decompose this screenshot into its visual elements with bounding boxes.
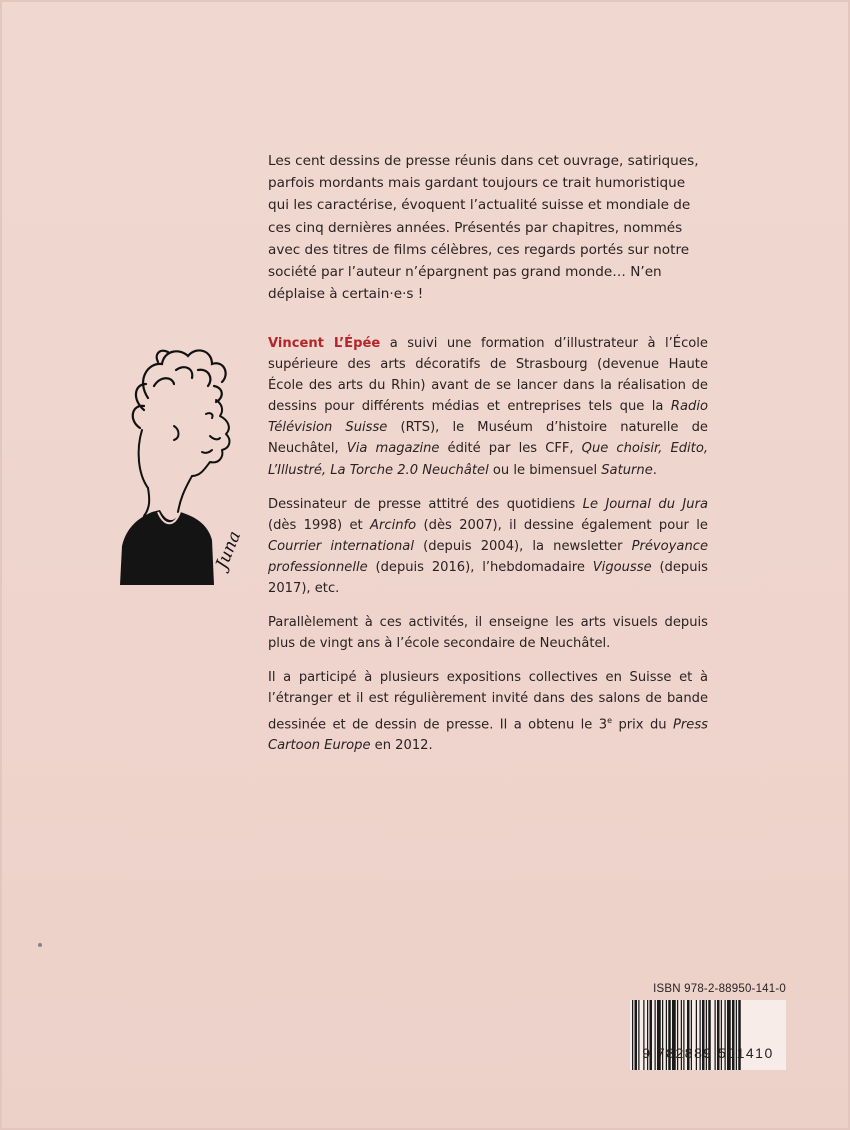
book-blurb: Les cent dessins de presse réunis dans cet ouvrage, satiriques, parfois mordants mais gardant toujours ce trait humoristique qui les caractérise, évoquent l’actualité suisse et mondiale de ces cinq dernières années. Présentés par chapitres, nommés avec des titres de films célèbres, ces regards portés sur notre société par l’auteur n’épargnent pas grand monde… N’en déplaise à certain·e·s ! [268,153,699,303]
author-biography [268,333,708,769]
isbn-label: ISBN 978-2-88950-141-0 [653,983,786,995]
bio-paragraph-1: Vincent L’Épée a suivi une formation d’illustrateur à l’École supérieure des arts décoratifs de Strasbourg (devenue Haute École des arts du Rhin) avant de se lancer dans la réalisation de dessins pour différents médias et entreprises tels que la Radio Télévision Suisse (RTS), le Muséum d’histoire naturelle de Neuchâtel, Via magazine édité par les CFF, Que choisir, Edito, L’Illustré, La Torche 2.0 Neuchâtel ou le bimensuel Saturne. [268,336,708,478]
bio-paragraph-3: Parallèlement à ces activités, il enseigne les arts visuels depuis plus de vingt ans à l’école secondaire de Neuchâtel. [268,615,708,652]
print-speck [38,943,42,947]
barcode-digits: 9 782889 501410 [642,1045,774,1061]
author-name: Vincent L’Épée [268,336,381,351]
caricature-body [120,510,214,585]
caricature-signature: Juna [212,528,246,572]
bio-paragraph-4: Il a participé à plusieurs expositions collectives en Suisse et à l’étranger et il est régulièrement invité dans des salons de bande dessinée et de dessin de presse. Il a obtenu le 3e prix du Press Cartoon Europe en 2012. [268,670,708,753]
author-caricature [114,340,254,585]
caricature-face [139,400,230,516]
bio-paragraph-2: Dessinateur de presse attitré des quotidiens Le Journal du Jura (dès 1998) et Arcinfo (dès 2007), il dessine également pour le Courrier international (depuis 2004), la newsletter Prévoyance professionnelle (depuis 2016), l’hebdomadaire Vigousse (depuis 2017), etc. [268,496,708,597]
